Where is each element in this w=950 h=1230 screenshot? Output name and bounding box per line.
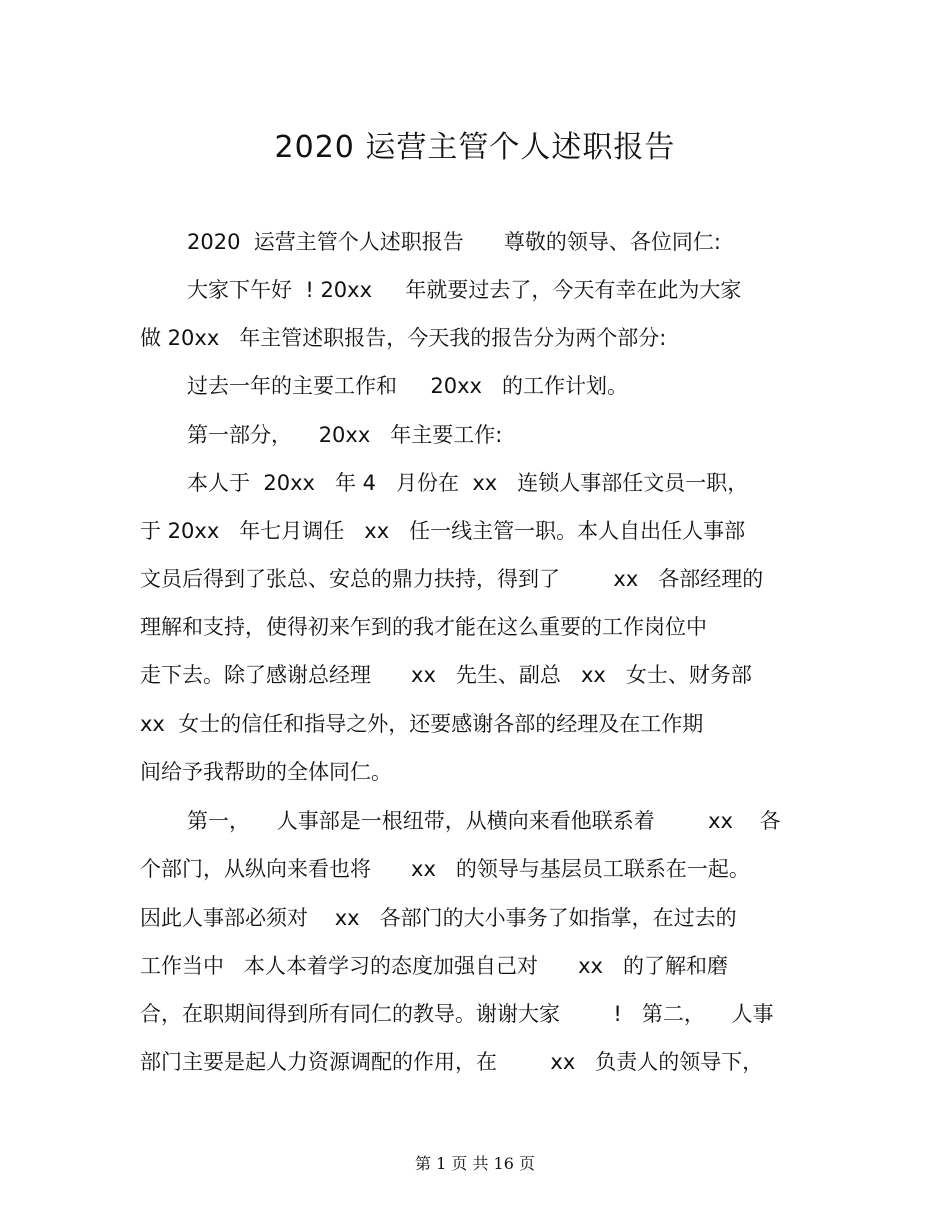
- paragraph-line: 大家下午好 ! 20xx 年就要过去了，今天有幸在此为大家: [187, 278, 742, 302]
- paragraph-line: 做 20xx 年主管述职报告，今天我的报告分为两个部分:: [140, 326, 667, 350]
- paragraph-line: 第一部分， 20xx 年主要工作:: [187, 423, 503, 447]
- paragraph-line: 因此人事部必须对 xx 各部门的大小事务了如指掌，在过去的: [140, 906, 737, 930]
- paragraph-line: 部门主要是起人力资源调配的作用，在 xx 负责人的领导下，: [140, 1050, 764, 1074]
- paragraph-line: 于 20xx 年七月调任 xx 任一线主管一职。本人自出任人事部: [140, 519, 746, 543]
- paragraph-line: 第一， 人事部是一根纽带，从横向来看他联系着 xx 各: [187, 809, 781, 833]
- paragraph-line: 工作当中 本人本着学习的态度加强自己对 xx 的了解和磨: [140, 954, 728, 978]
- paragraph-line: 2020 运营主管个人述职报告 尊敬的领导、各位同仁:: [187, 230, 721, 254]
- paragraph-line: 间给予我帮助的全体同仁。: [140, 760, 392, 784]
- paragraph-line: 走下去。除了感谢总经理 xx 先生、副总 xx 女士、财务部: [140, 663, 752, 687]
- document-title: 2020 运营主管个人述职报告: [274, 130, 676, 165]
- paragraph-line: 本人于 20xx 年 4 月份在 xx 连锁人事部任文员一职，: [187, 471, 749, 495]
- page-footer: 第 1 页 共 16 页: [415, 1154, 535, 1173]
- paragraph-line: 过去一年的主要工作和 20xx 的工作计划。: [187, 374, 628, 398]
- paragraph-line: 合，在职期间得到所有同仁的教导。谢谢大家 ! 第二， 人事: [140, 1002, 774, 1026]
- paragraph-line: 理解和支持，使得初来乍到的我才能在这么重要的工作岗位中: [140, 615, 707, 639]
- paragraph-line: 个部门，从纵向来看也将 xx 的领导与基层员工联系在一起。: [140, 857, 750, 881]
- paragraph-line: 文员后得到了张总、安总的鼎力扶持，得到了 xx 各部经理的: [140, 567, 764, 591]
- paragraph-line: xx 女士的信任和指导之外，还要感谢各部的经理及在工作期: [140, 712, 704, 736]
